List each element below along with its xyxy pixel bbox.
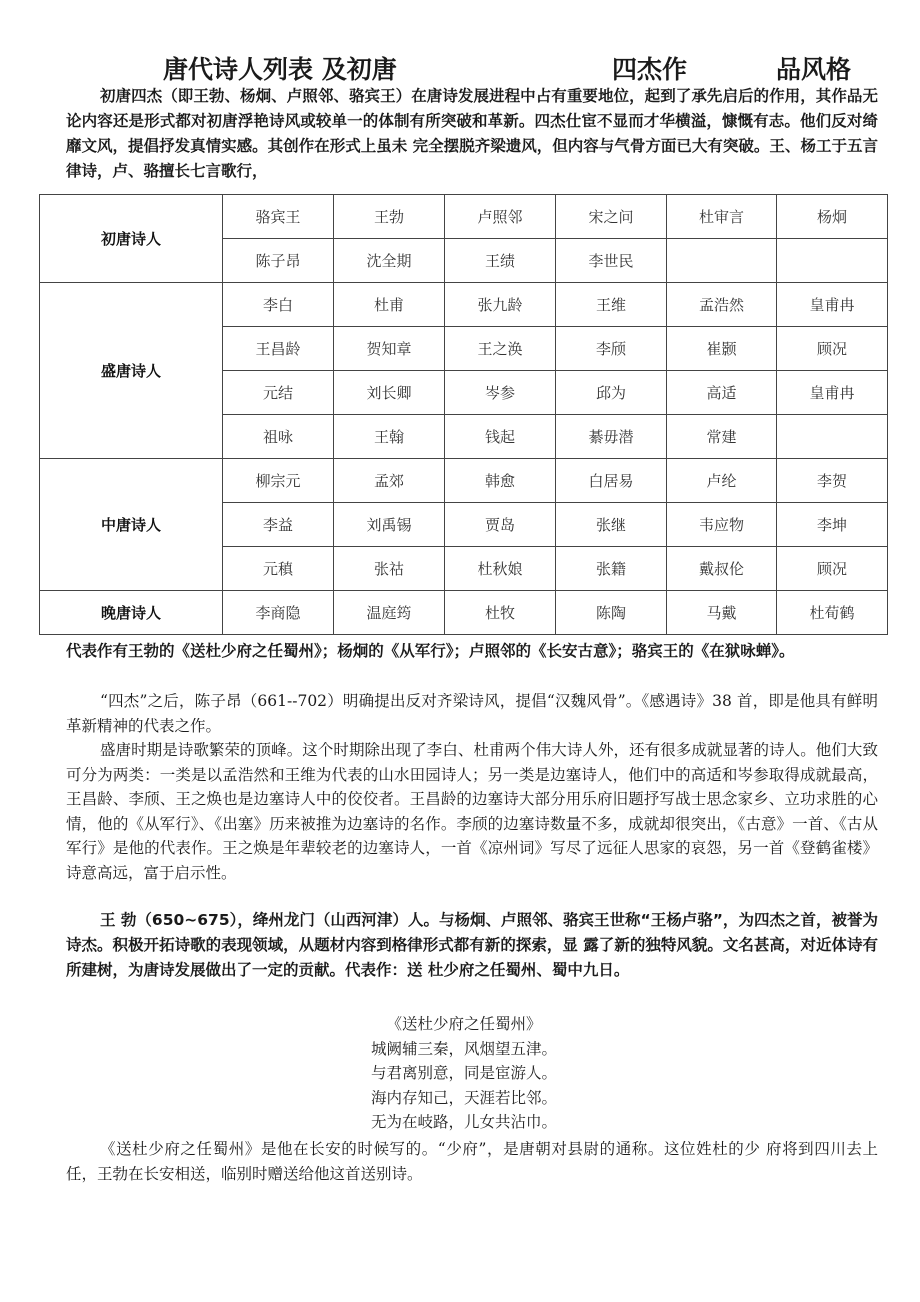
poet-cell: 骆宾王: [223, 195, 334, 239]
poet-cell: 卢纶: [667, 459, 777, 503]
poet-cell: 李白: [223, 283, 334, 327]
poet-cell: 顾况: [777, 327, 888, 371]
table-row: [40, 459, 888, 503]
poet-cell: 王勃: [334, 195, 445, 239]
poet-cell: 贺知章: [334, 327, 445, 371]
poet-cell: 王绩: [445, 239, 556, 283]
poet-cell: 卢照邻: [445, 195, 556, 239]
era-label: 中唐诗人: [40, 459, 223, 591]
poet-cell: 刘禹锡: [334, 503, 445, 547]
poet-cell: 韦应物: [667, 503, 777, 547]
poet-cell: [777, 415, 888, 459]
poet-cell: 元稹: [223, 547, 334, 591]
poet-cell: 宋之问: [556, 195, 667, 239]
poet-cell: 杜审言: [667, 195, 777, 239]
poet-cell: 杨炯: [777, 195, 888, 239]
poem-line: 海内存知己，天涯若比邻。: [370, 1088, 557, 1107]
poet-cell: 元结: [223, 371, 334, 415]
poet-cell: 陈陶: [556, 591, 667, 635]
poet-cell: 綦毋潜: [556, 415, 667, 459]
poet-cell: 白居易: [556, 459, 667, 503]
poet-cell: 皇甫冉: [777, 371, 888, 415]
poet-cell: 崔颢: [667, 327, 777, 371]
title-part-3: 品风格: [776, 55, 852, 84]
poet-cell: 常建: [667, 415, 777, 459]
poet-cell: 李坤: [777, 503, 888, 547]
table-row: [40, 195, 888, 239]
representative-works: 代表作有王勃的《送杜少府之任蜀州》；杨炯的《从军行》；卢照邻的《长安古意》；骆宾王的《在狱咏蝉》。: [66, 642, 795, 660]
poet-cell: 皇甫冉: [777, 283, 888, 327]
era-label: 晚唐诗人: [40, 591, 223, 635]
title-part-1: 唐代诗人列表 及初唐: [163, 55, 397, 84]
chen-ziang-paragraph: “四杰”之后，陈子昂（661--702）明确提出反对齐梁诗风，提倡“汉魏风骨”。《感遇诗》38 首，即是他具有鲜明革新精神的代表之作。: [66, 692, 878, 735]
poet-cell: 李世民: [556, 239, 667, 283]
high-tang-paragraph: 盛唐时期是诗歌繁荣的顶峰。这个时期除出现了李白、杜甫两个伟大诗人外，还有很多成就显著的诗人。他们大致可分为两类：一类是以孟浩然和王维为代表的山水田园诗人；另一类是边塞诗人，他们中的高适和岑参取得成就最高，王昌龄、李颀、王之焕也是边塞诗人中的佼佼者。王昌龄的边塞诗大部分用乐府旧题抒写战士思念家乡、立功求胜的心情，他的《从军行》、《出塞》历来被推为边塞诗的名作。李颀的边塞诗数量不多，成就却很突出，《古意》一首、《古从军行》是他的代表作。王之焕是年辈较老的边塞诗人，一首《凉州词》写尽了远征人思家的哀怨，另一首《登鹤雀楼》诗意高远，富于启示性。: [66, 741, 878, 882]
poet-cell: 李颀: [556, 327, 667, 371]
poet-cell: 柳宗元: [223, 459, 334, 503]
poet-cell: 孟郊: [334, 459, 445, 503]
era-label: 盛唐诗人: [40, 283, 223, 459]
poet-cell: 高适: [667, 371, 777, 415]
poet-cell: 李益: [223, 503, 334, 547]
poet-cell: 王之涣: [445, 327, 556, 371]
poet-cell: 张祜: [334, 547, 445, 591]
poet-cell: 张九龄: [445, 283, 556, 327]
table-row: [40, 283, 888, 327]
era-label: 初唐诗人: [40, 195, 223, 283]
poet-cell: 杜甫: [334, 283, 445, 327]
poet-cell: 张籍: [556, 547, 667, 591]
poet-cell: 韩愈: [445, 459, 556, 503]
wang-bo-paragraph: 王 勃（650~675），绛州龙门（山西河津）人。与杨炯、卢照邻、骆宾王世称“王杨卢骆”，为四杰之首，被誉为诗杰。积极开拓诗歌的表现领域，从题材内容到格律形式都有新的探索，显 露了新的独特风貌。文名甚高，对近体诗有所建树，为唐诗发展做出了一定的贡献。代表作：送 杜少府之任蜀州、蜀中九日。: [66, 911, 878, 979]
poet-cell: 岑参: [445, 371, 556, 415]
poet-cell: 温庭筠: [334, 591, 445, 635]
poet-cell: 邱为: [556, 371, 667, 415]
table-row: [40, 591, 888, 635]
poet-cell: 顾况: [777, 547, 888, 591]
poet-cell: 李贺: [777, 459, 888, 503]
poet-cell: 王翰: [334, 415, 445, 459]
poem-line: 无为在岐路，儿女共沾巾。: [370, 1113, 557, 1131]
poet-cell: 刘长卿: [334, 371, 445, 415]
poem: [0, 1012, 920, 1135]
poet-cell: [667, 239, 777, 283]
poet-cell: 祖咏: [223, 415, 334, 459]
title-part-2: 四杰作: [612, 55, 688, 84]
poet-table: [39, 194, 888, 635]
intro-paragraph: 初唐四杰（即王勃、杨炯、卢照邻、骆宾王）在唐诗发展进程中占有重要地位，起到了承先启后的作用，其作品无论内容还是形式都对初唐浮艳诗风或较单一的体制有所突破和革新。四杰仕宦不显而才华横溢，慷慨有志。他们反对绮靡文风，提倡抒发真情实感。其创作在形式上虽未 完全摆脱齐梁遗风，但内容与气骨方面已大有突破。王、杨工于五言律诗，卢、骆擅长七言歌行，: [66, 87, 878, 180]
poet-cell: 贾岛: [445, 503, 556, 547]
poem-note-paragraph: 《送杜少府之任蜀州》是他在长安的时候写的。“少府”，是唐朝对县尉的通称。这位姓杜的少 府将到四川去上任，王勃在长安相送，临别时赠送给他这首送别诗。: [66, 1140, 878, 1183]
poet-cell: 张继: [556, 503, 667, 547]
poet-cell: 孟浩然: [667, 283, 777, 327]
poet-cell: 戴叔伦: [667, 547, 777, 591]
poet-cell: 沈全期: [334, 239, 445, 283]
poet-cell: 钱起: [445, 415, 556, 459]
poet-cell: 陈子昂: [223, 239, 334, 283]
poet-cell: 王维: [556, 283, 667, 327]
poet-cell: 杜牧: [445, 591, 556, 635]
poet-cell: 李商隐: [223, 591, 334, 635]
poem-line: 与君离别意，同是宦游人。: [370, 1064, 557, 1082]
poem-line: 城阙辅三秦，风烟望五津。: [370, 1039, 557, 1058]
poet-cell: 杜秋娘: [445, 547, 556, 591]
poet-cell: 杜荀鹤: [777, 591, 888, 635]
poem-title: 《送杜少府之任蜀州》: [386, 1015, 542, 1033]
poet-cell: 王昌龄: [223, 327, 334, 371]
poet-cell: [777, 239, 888, 283]
poet-cell: 马戴: [667, 591, 777, 635]
